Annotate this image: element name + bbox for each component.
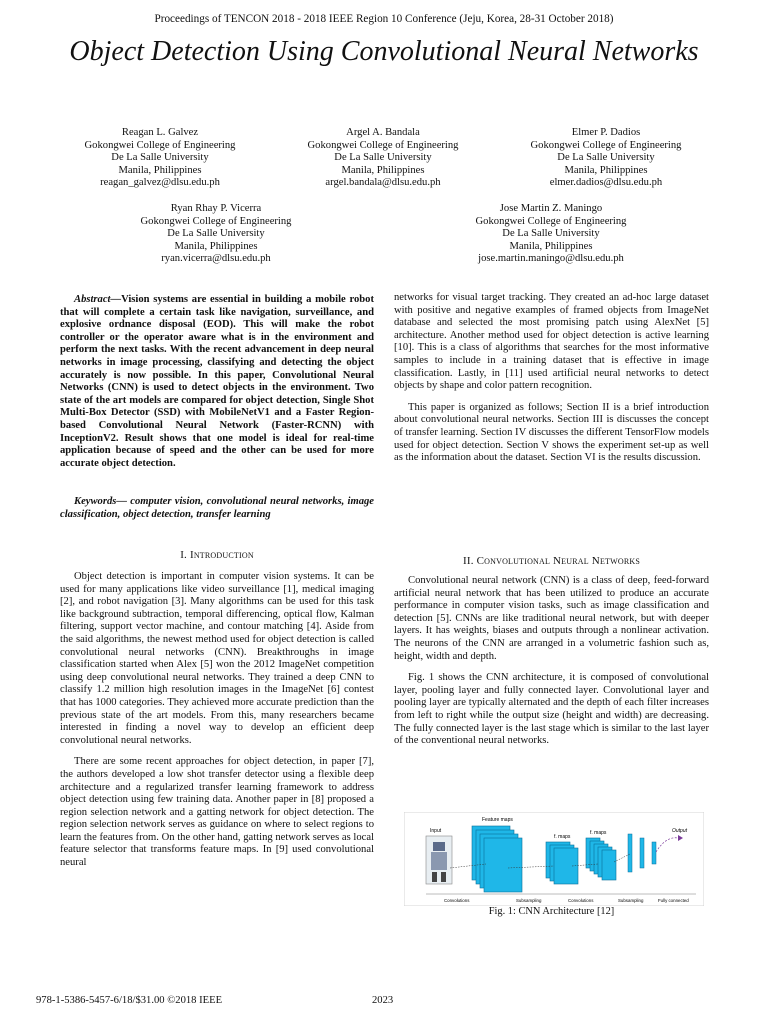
author-name: Ryan Rhay P. Vicerra bbox=[170, 203, 262, 214]
author-location: Manila, Philippines bbox=[118, 164, 202, 176]
page-number: 2023 bbox=[372, 995, 394, 1006]
paragraph: networks for visual target tracking. They created an ad-hoc large dataset with positive and negative examples of framed objects from ImageNet database and selected the most promising patch using AlexNet [5] architecture. Another method used for object detection is active learning [10]. This is a class of algorithms that searches for the most informative samples to include in a training dataset that is effective in image classification. Lastly, in [11] used artificial neural networks to detect objects by shape and color pattern recognition. bbox=[394, 292, 709, 392]
figure-label: Feature maps bbox=[482, 817, 513, 823]
figure-label: Subsampling bbox=[516, 898, 542, 903]
footer-isbn: 978-1-5386-5457-6/18/$31.00 ©2018 IEEE bbox=[36, 995, 223, 1006]
conference-header: Proceedings of TENCON 2018 - 2018 IEEE Region 10 Conference (Jeju, Korea, 28-31 October 2018) bbox=[154, 13, 614, 25]
cnn-architecture-figure bbox=[404, 812, 704, 906]
author-email: argel.bandala@dlsu.edu.ph bbox=[325, 177, 441, 189]
author-name: Elmer P. Dadios bbox=[571, 127, 641, 138]
author-email: reagan_galvez@dlsu.edu.ph bbox=[100, 177, 220, 189]
author-college: Gokongwei College of Engineering bbox=[530, 139, 682, 151]
author-block bbox=[496, 127, 716, 190]
figure-label: Input bbox=[430, 828, 442, 834]
author-email: ryan.vicerra@dlsu.edu.ph bbox=[161, 253, 271, 265]
author-block bbox=[441, 203, 661, 266]
paragraph: Object detection is important in computer vision systems. It can be used for many applications like video surveillance [1], medical imaging [2], and robot navigation [3]. Many algorithms can be used for this task like background subtraction, temporal differencing, optical flow, Kalman filtering, support vector machine, and contour matching [4]. Aside from the said algorithms, the newest method used for object detection is called convolutional neural networks (CNN). Breakthroughs in image classification started when Alex [5] won the 2012 ImageNet competition using deep convolutional neural networks. They trained a deep CNN to classify 1.2 million high resolution images in the ImageNet [6] contest that has 1000 categories. They achieved more accurate prediction than the previous state of the art models. From this, many researchers became interested in finding a novel way to develop an efficient deep convolutional neural networks. bbox=[60, 571, 374, 746]
author-college: Gokongwei College of Engineering bbox=[475, 215, 627, 227]
abstract-text: Vision systems are essential in building a mobile robot that will complete a certain task like navigation, surveillance, and explosive ordnance disposal (EOD). This will make the robot controller or the operator aware what is in the environment and perform the next tasks. With the recent advancement in deep neural networks in image processing, classifying and detecting the object accurately is now possible. In this paper, Convolutional Neural Networks (CNN) is used to detect objects in the environment. Two state of the art models are compared for object detection, Single Shot Multi-Box Detector (SSD) with MobileNetV1 and a Faster Region-based Convolutional Neural Network (Faster-RCNN) with InceptionV2. Result shows that one model is ideal for real-time application because of speed and the other can be used for more accurate object detection. bbox=[60, 294, 374, 469]
abstract bbox=[60, 294, 374, 479]
author-university: De La Salle University bbox=[557, 152, 655, 164]
author-university: De La Salle University bbox=[167, 228, 265, 240]
author-location: Manila, Philippines bbox=[509, 240, 593, 252]
figure-caption: Fig. 1: CNN Architecture [12] bbox=[488, 906, 615, 917]
section-number: II. bbox=[462, 555, 474, 567]
figure-label: Convolutions bbox=[568, 898, 594, 903]
feature-maps-stack bbox=[472, 826, 522, 892]
author-email: elmer.dadios@dlsu.edu.ph bbox=[549, 177, 663, 189]
figure-label: Output bbox=[672, 828, 688, 834]
author-email: jose.martin.maningo@dlsu.edu.ph bbox=[478, 253, 624, 265]
paragraph: Fig. 1 shows the CNN architecture, it is composed of convolutional layer, pooling layer and fully connected layer. Convolutional layer and pooling layer are typically alternated and the depth of each filter increases from left to right while the output size (height and width) are decreasing. The fully connected layer is the last stage which is similar to the last layer of the conventional neural networks. bbox=[394, 672, 709, 747]
author-name: Reagan L. Galvez bbox=[121, 127, 199, 138]
figure-label: Fully connected bbox=[658, 898, 689, 903]
keywords-text: computer vision, convolutional neural networks, image classification, object detection, transfer learning bbox=[60, 496, 374, 520]
section-title: Introduction bbox=[189, 549, 254, 561]
author-university: De La Salle University bbox=[111, 152, 209, 164]
paragraph: There are some recent approaches for object detection, in paper [7], the authors developed a low shot transfer detector using a flexible deep architecture and a regularized transfer learning framework to address object detection using few training data. Another paper in [8] proposed a region selection network and a gatting network for object detection. The region selection network serves as guidance on where to select regions to learn the features from. On the other hand, gatting network serves as local feature selector that transforms feature maps. In [9] used convolutional neural bbox=[60, 756, 374, 869]
section-body bbox=[60, 571, 374, 879]
author-college: Gokongwei College of Engineering bbox=[307, 139, 459, 151]
author-location: Manila, Philippines bbox=[341, 164, 425, 176]
author-college: Gokongwei College of Engineering bbox=[84, 139, 236, 151]
feature-maps-stack bbox=[546, 842, 578, 884]
figure-label: Subsampling bbox=[618, 898, 644, 903]
author-location: Manila, Philippines bbox=[174, 240, 258, 252]
author-block bbox=[50, 127, 270, 190]
section-heading bbox=[60, 549, 374, 561]
author-name: Jose Martin Z. Maningo bbox=[499, 203, 603, 214]
section-number: I. bbox=[180, 549, 188, 561]
author-university: De La Salle University bbox=[334, 152, 432, 164]
robot-image-icon bbox=[426, 836, 452, 884]
author-university: De La Salle University bbox=[502, 228, 600, 240]
author-location: Manila, Philippines bbox=[564, 164, 648, 176]
keywords-label: Keywords— bbox=[74, 496, 127, 507]
keywords bbox=[60, 496, 374, 530]
abstract-label: Abstract— bbox=[74, 294, 122, 305]
author-college: Gokongwei College of Engineering bbox=[140, 215, 292, 227]
author-block bbox=[273, 127, 493, 190]
paragraph: Convolutional neural network (CNN) is a class of deep, feed-forward artificial neural network that has been utilized to produce an accurate performance in computer vision tasks, such as image classification and detection [5]. CNNs are like traditional neural network, but with deeper layers. It has weights, biases and outputs through a nonlinear activation. The neurons of the CNN are arranged in a volumetric fashion such as, height, width and depth. bbox=[394, 575, 709, 662]
figure-label: Convolutions bbox=[444, 898, 470, 903]
right-column-text bbox=[394, 292, 709, 474]
paragraph: This paper is organized as follows; Section II is a brief introduction about convolutional neural networks. Section III is discusses the concept of transfer learning. Section IV discusses the different TensorFlow models used for object detection. Section V shows the experiment set-up as well as the information about the dataset. Section VI is the results discussion. bbox=[394, 401, 709, 464]
author-block bbox=[106, 203, 326, 266]
author-name: Argel A. Bandala bbox=[346, 127, 420, 138]
section-title: Convolutional Neural Networks bbox=[476, 555, 641, 567]
figure-label: f. maps bbox=[590, 830, 607, 836]
figure-label: f. maps bbox=[554, 834, 571, 840]
section-body bbox=[394, 575, 709, 757]
section-heading bbox=[394, 555, 709, 567]
paper-title: Object Detection Using Convolutional Neural Networks bbox=[69, 36, 699, 67]
